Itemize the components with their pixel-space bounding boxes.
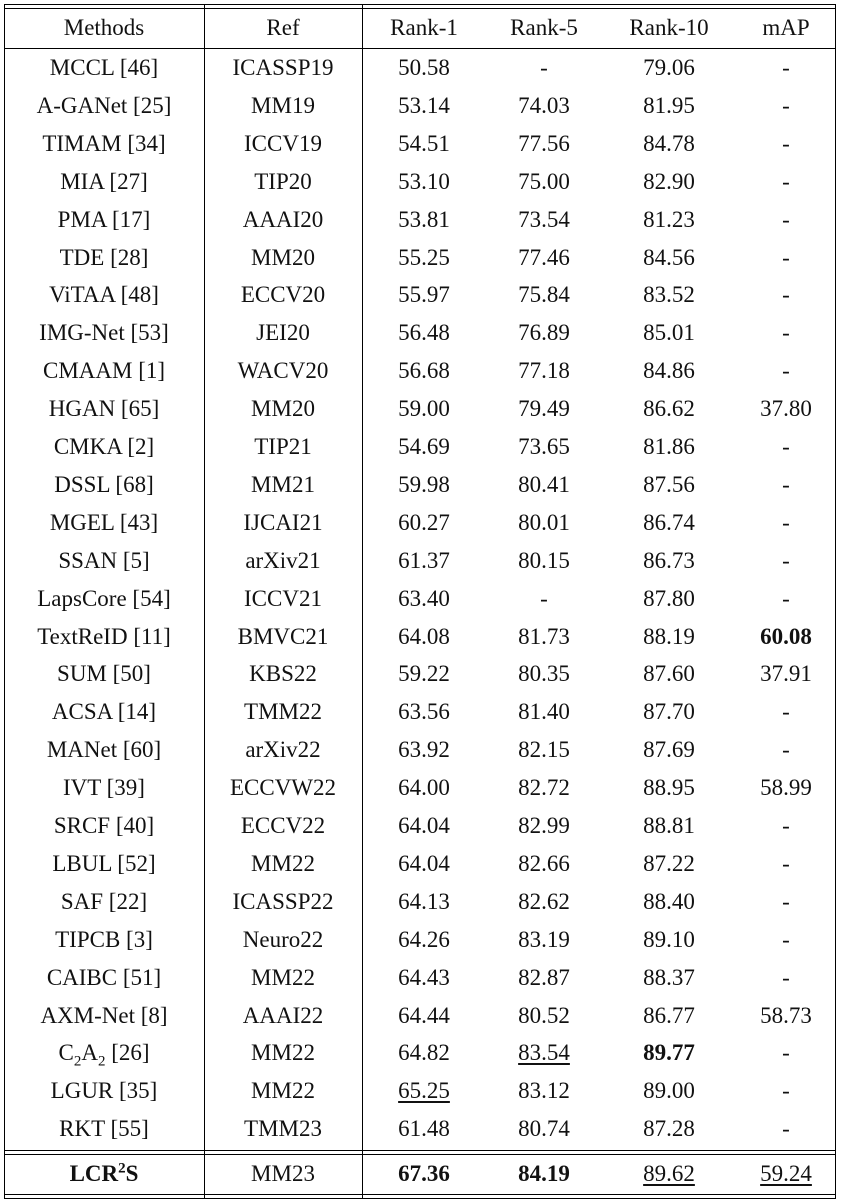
map-cell: -: [782, 1040, 790, 1066]
rank1-cell: 63.56: [398, 699, 450, 725]
rank10-cell: 81.23: [643, 206, 695, 232]
table-row: [4, 1110, 836, 1148]
method-cell: IMG-Net [53]: [39, 320, 169, 346]
table-row: [4, 390, 836, 428]
rank10-cell: 84.86: [643, 358, 695, 384]
table-row: [4, 314, 836, 352]
method-cell: PMA [17]: [57, 206, 151, 232]
map-cell: -: [782, 1116, 790, 1142]
rank10-cell: 79.06: [643, 55, 695, 80]
rank5-cell: 82.72: [518, 775, 570, 801]
ref-cell: ICASSP19: [232, 55, 334, 80]
table-row: [4, 49, 836, 87]
rank5-cell: 73.54: [518, 206, 570, 232]
rank10-cell: 86.74: [643, 509, 695, 535]
rank10-cell: 88.37: [643, 964, 695, 990]
table-row: [4, 655, 836, 693]
ref-cell: BMVC21: [237, 623, 329, 649]
rank5-cell: 83.54: [518, 1040, 570, 1066]
map-cell: -: [782, 850, 790, 876]
table-row: [4, 580, 836, 618]
method-name-part: A: [81, 1040, 98, 1066]
rank5-cell: 80.35: [518, 661, 570, 687]
method-cell: TIPCB [3]: [55, 926, 153, 952]
ref-cell: ICCV21: [244, 585, 322, 611]
ref-cell: TIP20: [254, 168, 312, 194]
rank1-cell: 56.48: [398, 320, 450, 346]
table-row: [4, 163, 836, 201]
method-name-part: [26]: [105, 1040, 150, 1066]
method-cell: SRCF [40]: [53, 813, 155, 838]
table-row: [4, 1072, 836, 1110]
ref-cell: TMM22: [244, 699, 322, 725]
rank10-cell: 87.22: [643, 850, 695, 876]
rank5-cell: 77.46: [518, 244, 570, 270]
ref-cell: IJCAI21: [243, 509, 323, 535]
rank10-cell: 88.19: [643, 623, 695, 649]
rank1-cell: 65.25: [398, 1078, 450, 1104]
method-cell: SAF [22]: [60, 888, 148, 914]
method-cell: LGUR [35]: [50, 1078, 158, 1104]
method-cell: SSAN [5]: [58, 547, 150, 573]
header-rank5: Rank-5: [510, 15, 578, 40]
rank10-cell: 89.10: [643, 926, 695, 952]
ref-cell: ICASSP22: [232, 888, 334, 914]
method-cell: TextReID [11]: [37, 623, 171, 649]
table-row: [4, 239, 836, 277]
method-name-part: 2: [97, 1053, 106, 1070]
rank1-cell: 55.25: [398, 244, 450, 270]
ref-cell: TMM23: [244, 1116, 322, 1142]
rank10-cell: 86.77: [643, 1002, 695, 1028]
rank10-cell: 87.70: [643, 699, 695, 725]
table-row: [4, 1034, 836, 1072]
map-cell: 58.73: [760, 1002, 812, 1028]
ref-cell: MM23: [251, 1161, 315, 1186]
rank1-cell: 59.98: [398, 471, 450, 497]
rank1-cell: 63.92: [398, 737, 450, 763]
rank10-cell: 84.56: [643, 244, 695, 270]
table-row: [4, 693, 836, 731]
rank1-cell: 56.68: [398, 358, 450, 384]
rank1-cell: 64.82: [398, 1040, 450, 1066]
rank10-cell: 88.40: [643, 888, 695, 914]
map-cell: -: [782, 699, 790, 725]
rank5-cell: 82.87: [518, 964, 570, 990]
table-row: [4, 769, 836, 807]
method-cell: DSSL [68]: [54, 471, 154, 497]
ref-cell: MM22: [251, 850, 315, 876]
table-row: [4, 276, 836, 314]
rank10-cell: 81.95: [643, 92, 695, 118]
ref-cell: MM21: [251, 471, 315, 497]
rank5-cell: 83.12: [518, 1078, 570, 1104]
header-ref: Ref: [266, 15, 300, 40]
rank10-cell: 87.56: [643, 471, 695, 497]
rank1-cell: 64.43: [398, 964, 450, 990]
rank5-cell: 73.65: [518, 434, 570, 459]
table-row: [4, 731, 836, 769]
ref-cell: arXiv22: [245, 737, 321, 763]
map-cell: -: [782, 888, 790, 914]
map-cell: -: [782, 358, 790, 384]
method-cell: ViTAA [48]: [49, 282, 159, 308]
rank10-cell: 87.60: [643, 661, 695, 687]
header-map: mAP: [762, 15, 810, 40]
rank5-cell: 84.19: [518, 1161, 570, 1186]
method-cell: MCCL [46]: [49, 55, 159, 80]
map-cell: -: [782, 737, 790, 763]
top-rule: [4, 4, 836, 5]
map-cell: 59.24: [760, 1161, 812, 1186]
rank10-cell: 84.78: [643, 130, 695, 156]
rank1-cell: 59.22: [398, 661, 450, 687]
rank1-cell: 67.36: [398, 1161, 450, 1186]
map-cell: -: [782, 130, 790, 156]
map-cell: -: [782, 509, 790, 535]
rank1-cell: 64.08: [398, 623, 450, 649]
rank10-cell: 89.62: [643, 1161, 695, 1186]
table-row: [4, 201, 836, 239]
map-cell: -: [782, 434, 790, 459]
rank10-cell: 89.00: [643, 1078, 695, 1104]
rank10-cell: 86.62: [643, 396, 695, 422]
rank1-cell: 64.04: [398, 850, 450, 876]
map-cell: -: [782, 55, 790, 80]
table-row: [4, 542, 836, 580]
column-divider: [4, 4, 5, 1199]
rank5-cell: 80.74: [518, 1116, 570, 1142]
method-name-part: LCR: [69, 1161, 119, 1186]
rank10-cell: 89.77: [643, 1040, 695, 1066]
map-cell: -: [782, 168, 790, 194]
map-cell: 58.99: [760, 775, 812, 801]
rank5-cell: 82.15: [518, 737, 570, 763]
method-cell: MIA [27]: [60, 168, 148, 194]
rank5-cell: 82.99: [518, 813, 570, 838]
rank1-cell: 61.37: [398, 547, 450, 573]
map-cell: -: [782, 282, 790, 308]
ref-cell: JEI20: [256, 320, 310, 346]
method-cell: TDE [28]: [59, 244, 149, 270]
method-cell: LapsCore [54]: [37, 585, 171, 611]
header-rank10: Rank-10: [629, 15, 709, 40]
rank10-cell: 82.90: [643, 168, 695, 194]
rank1-cell: 64.44: [398, 1002, 450, 1028]
rank1-cell: 64.04: [398, 813, 450, 838]
method-name-part: 2: [118, 1160, 126, 1177]
method-cell: MANet [60]: [46, 737, 162, 763]
rank5-cell: 80.41: [518, 471, 570, 497]
bottom-rule: [4, 1194, 836, 1195]
final-row: [4, 1155, 836, 1193]
column-divider: [362, 4, 363, 1199]
rank10-cell: 87.28: [643, 1116, 695, 1142]
rank10-cell: 88.81: [643, 813, 695, 838]
table-row: [4, 87, 836, 125]
rank5-cell: 82.66: [518, 850, 570, 876]
rank1-cell: 63.40: [398, 585, 450, 611]
table-row: [4, 997, 836, 1035]
method-name-part: 2: [73, 1053, 82, 1070]
map-cell: 37.91: [760, 661, 812, 687]
map-cell: -: [782, 92, 790, 118]
bottom-rule-second: [4, 1198, 836, 1199]
method-cell: IVT [39]: [63, 775, 145, 801]
rank5-cell: 83.19: [518, 926, 570, 952]
ref-cell: ECCV20: [240, 282, 326, 308]
map-cell: -: [782, 964, 790, 990]
ref-cell: MM19: [251, 92, 315, 118]
rank10-cell: 81.86: [643, 434, 695, 459]
method-cell: MGEL [43]: [49, 509, 159, 535]
ref-cell: ECCVW22: [229, 775, 337, 801]
ref-cell: MM22: [251, 964, 315, 990]
column-divider: [204, 4, 205, 1199]
header-rank1: Rank-1: [390, 15, 458, 40]
ref-cell: ICCV19: [244, 130, 322, 156]
table-row: [4, 466, 836, 504]
header-methods: Methods: [63, 15, 145, 40]
ref-cell: AAAI20: [242, 206, 324, 232]
rank5-cell: 77.56: [518, 130, 570, 156]
ref-cell: MM22: [251, 1040, 315, 1066]
map-cell: -: [782, 471, 790, 497]
map-cell: -: [782, 320, 790, 346]
table-row: [4, 125, 836, 163]
map-cell: -: [782, 585, 790, 611]
header-row: [4, 9, 836, 47]
rank5-cell: 74.03: [518, 92, 570, 118]
method-cell: LBUL [52]: [52, 850, 156, 876]
table-row: [4, 807, 836, 845]
rank1-cell: 50.58: [398, 55, 450, 80]
rank5-cell: 82.62: [518, 888, 570, 914]
rank5-cell: 80.52: [518, 1002, 570, 1028]
rank1-cell: 54.51: [398, 130, 450, 156]
table-row: [4, 883, 836, 921]
map-cell: -: [782, 813, 790, 838]
rank10-cell: 87.69: [643, 737, 695, 763]
table-row: [4, 428, 836, 466]
rank5-cell: -: [540, 585, 548, 611]
rank5-cell: 80.15: [518, 547, 570, 573]
ref-cell: MM20: [251, 396, 315, 422]
method-cell: CMAAM [1]: [42, 358, 166, 384]
final-rule: [4, 1150, 836, 1151]
method-cell: SUM [50]: [57, 661, 151, 687]
map-cell: 37.80: [760, 396, 812, 422]
method-cell: HGAN [65]: [48, 396, 160, 422]
rank1-cell: 53.81: [398, 206, 450, 232]
ref-cell: arXiv21: [245, 547, 321, 573]
rank10-cell: 85.01: [643, 320, 695, 346]
map-cell: -: [782, 1078, 790, 1104]
map-cell: -: [782, 206, 790, 232]
map-cell: -: [782, 926, 790, 952]
rank10-cell: 86.73: [643, 547, 695, 573]
rank1-cell: 64.13: [398, 888, 450, 914]
rank5-cell: 81.40: [518, 699, 570, 725]
ref-cell: WACV20: [237, 358, 329, 384]
method-cell: TIMAM [34]: [42, 130, 166, 156]
map-cell: -: [782, 244, 790, 270]
rank1-cell: 64.26: [398, 926, 450, 952]
rank1-cell: 61.48: [398, 1116, 450, 1142]
table-row: [4, 921, 836, 959]
rank1-cell: 55.97: [398, 282, 450, 308]
ref-cell: ECCV22: [240, 813, 326, 838]
method-cell: ACSA [14]: [51, 699, 157, 725]
rank1-cell: 64.00: [398, 775, 450, 801]
rank5-cell: 75.00: [518, 168, 570, 194]
map-cell: 60.08: [760, 623, 812, 649]
rank1-cell: 60.27: [398, 509, 450, 535]
ref-cell: MM22: [251, 1078, 315, 1104]
ref-cell: TIP21: [254, 434, 312, 459]
table-row: [4, 618, 836, 656]
method-cell: CAIBC [51]: [46, 964, 162, 990]
table-row: [4, 352, 836, 390]
method-cell: CMKA [2]: [53, 434, 155, 459]
rank5-cell: 81.73: [518, 623, 570, 649]
rank1-cell: 53.14: [398, 92, 450, 118]
ref-cell: AAAI22: [242, 1002, 324, 1028]
ref-cell: KBS22: [249, 661, 317, 687]
rank5-cell: 79.49: [518, 396, 570, 422]
table-row: [4, 504, 836, 542]
ref-cell: MM20: [251, 244, 315, 270]
rank5-cell: 75.84: [518, 282, 570, 308]
rank1-cell: 59.00: [398, 396, 450, 422]
map-cell: -: [782, 547, 790, 573]
method-cell: AXM-Net [8]: [40, 1002, 168, 1028]
method-name-part: S: [125, 1161, 139, 1186]
rank10-cell: 88.95: [643, 775, 695, 801]
rank5-cell: 80.01: [518, 509, 570, 535]
method-name-part: C: [58, 1040, 74, 1066]
ref-cell: Neuro22: [242, 926, 324, 952]
rank5-cell: 77.18: [518, 358, 570, 384]
table-row: [4, 959, 836, 997]
column-divider: [835, 4, 836, 1199]
rank1-cell: 54.69: [398, 434, 450, 459]
method-cell: [4, 1155, 204, 1193]
rank5-cell: -: [540, 55, 548, 80]
rank5-cell: 76.89: [518, 320, 570, 346]
rank10-cell: 87.80: [643, 585, 695, 611]
rank1-cell: 53.10: [398, 168, 450, 194]
rank10-cell: 83.52: [643, 282, 695, 308]
method-cell: A-GANet [25]: [36, 92, 172, 118]
method-cell: [4, 1034, 204, 1072]
table-row: [4, 845, 836, 883]
method-cell: RKT [55]: [59, 1116, 149, 1142]
